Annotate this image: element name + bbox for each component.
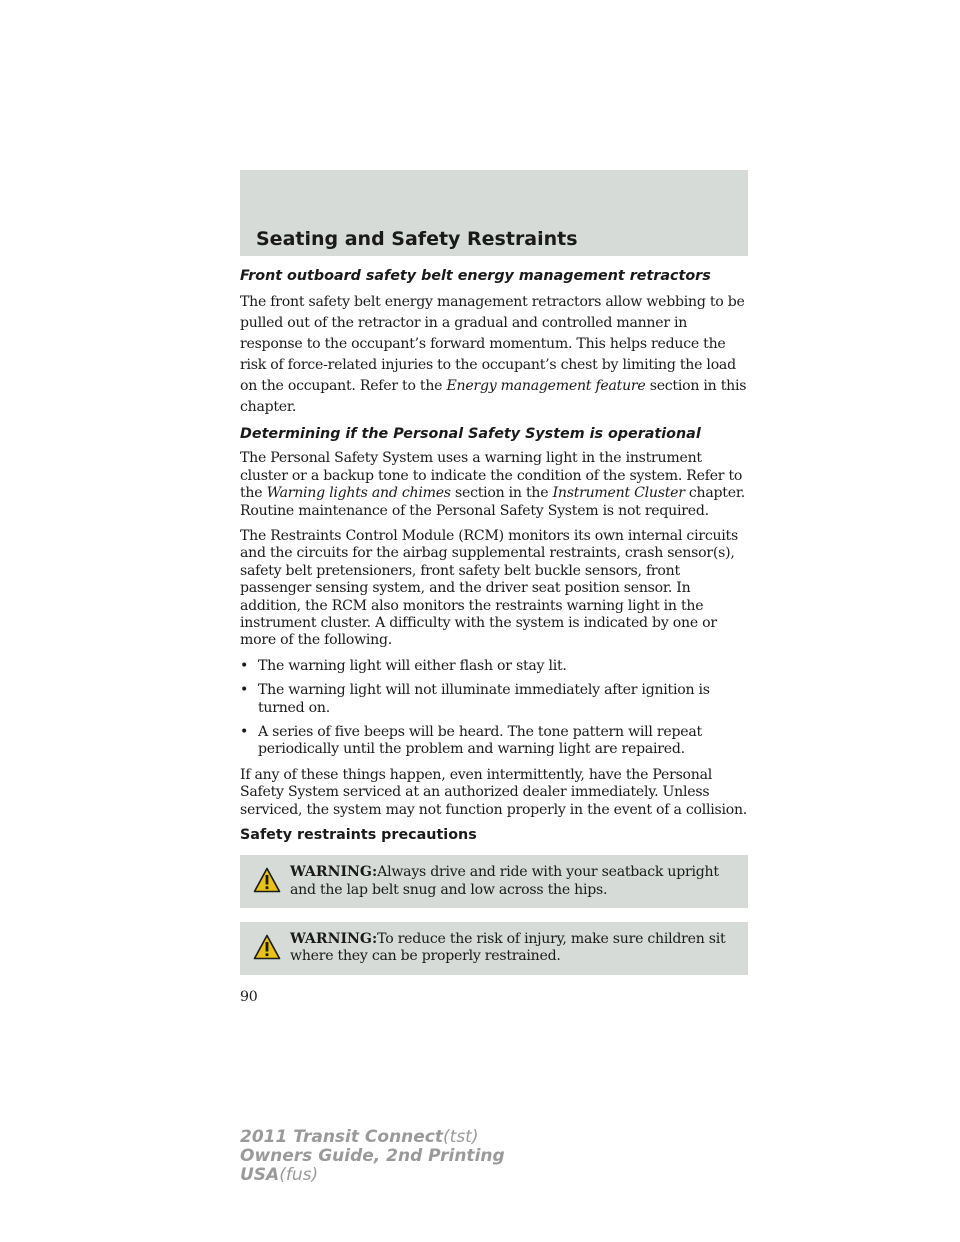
warning-text (290, 931, 736, 966)
bullet-mark: • (240, 657, 249, 674)
warning-text (290, 864, 736, 899)
warning-box (240, 855, 748, 908)
text-segment: section in the (450, 485, 553, 502)
text-segment: section in this chapter. (240, 378, 747, 416)
warning-box (240, 922, 748, 975)
list-item (240, 682, 748, 717)
paragraph-service: If any of these things happen, even intermittently, have the Personal Safety System serviced at an authorized dealer immediately. Unless serviced, the system may not function properly in the event of a collision. (240, 766, 748, 818)
heading-precautions: Safety restraints precautions (240, 827, 477, 844)
cross-reference-energy-management: Energy management feature (446, 378, 646, 395)
page-content (240, 268, 748, 1006)
text-segment: The Personal Safety System uses a warning light in the instrument cluster or a backup tone to indicate the condition of the system. Refer to the (240, 450, 743, 502)
footer-model-code: (tst) (443, 1127, 479, 1147)
footer-line (240, 1166, 505, 1185)
heading-operational: Determining if the Personal Safety System is operational (240, 426, 701, 443)
text-segment: chapter. Routine maintenance of the Personal Safety System is not required. (240, 485, 745, 519)
list-item-text: The warning light will not illuminate immediately after ignition is turned on. (258, 682, 710, 716)
warning-message: Always drive and ride with your seatback upright and the lap belt snug and low across the hips. (290, 864, 719, 898)
document-footer (240, 1128, 505, 1185)
warning-message: To reduce the risk of injury, make sure children sit where they can be properly restrained. (290, 931, 726, 965)
list-item (240, 724, 748, 759)
page-number: 90 (240, 988, 258, 1005)
list-item-text: The warning light will either flash or stay lit. (258, 657, 567, 674)
bullet-list (240, 658, 748, 759)
footer-model: 2011 Transit Connect (240, 1127, 444, 1147)
text-segment: The front safety belt energy management retractors allow webbing to be pulled out of the retractor in a gradual and controlled manner in response to the occupant’s forward momentum. This helps reduce the risk of force-related injuries to the occupant’s chest by limiting the load on the occupant. Refer to the (240, 294, 745, 395)
warning-label: WARNING: (290, 931, 378, 947)
bullet-mark: • (240, 724, 249, 740)
section-header-band (240, 170, 748, 256)
paragraph-retractors (240, 292, 748, 418)
warning-label: WARNING: (290, 864, 378, 881)
footer-market-code: (fus) (279, 1165, 319, 1185)
list-item-text: A series of five beeps will be heard. The tone pattern will repeat periodically until the problem and warning light are repaired. (258, 724, 702, 758)
list-item (240, 658, 748, 675)
warning-triangle-icon (253, 934, 281, 960)
warning-triangle-icon (253, 867, 281, 893)
footer-line (240, 1128, 505, 1147)
cross-reference-warning-lights: Warning lights and chimes (266, 485, 451, 502)
section-title: Seating and Safety Restraints (256, 228, 578, 250)
cross-reference-instrument-cluster: Instrument Cluster (552, 485, 685, 502)
footer-market: USA (240, 1165, 280, 1185)
footer-edition: Owners Guide, 2nd Printing (240, 1146, 505, 1166)
bullet-mark: • (240, 682, 249, 699)
paragraph-rcm: The Restraints Control Module (RCM) monitors its own internal circuits and the circuits for the airbag supplemental restraints, crash sensor(s), safety belt pretensioners, front safety belt buckle sensors, front passenger sensing system, and the driver seat position sensor. In addition, the RCM also monitors the restraints warning light in the instrument cluster. A difficulty with the system is indicated by one or more of the following. (240, 527, 738, 649)
paragraph-warning-light (240, 450, 748, 520)
heading-retractors: Front outboard safety belt energy management retractors (240, 268, 711, 284)
